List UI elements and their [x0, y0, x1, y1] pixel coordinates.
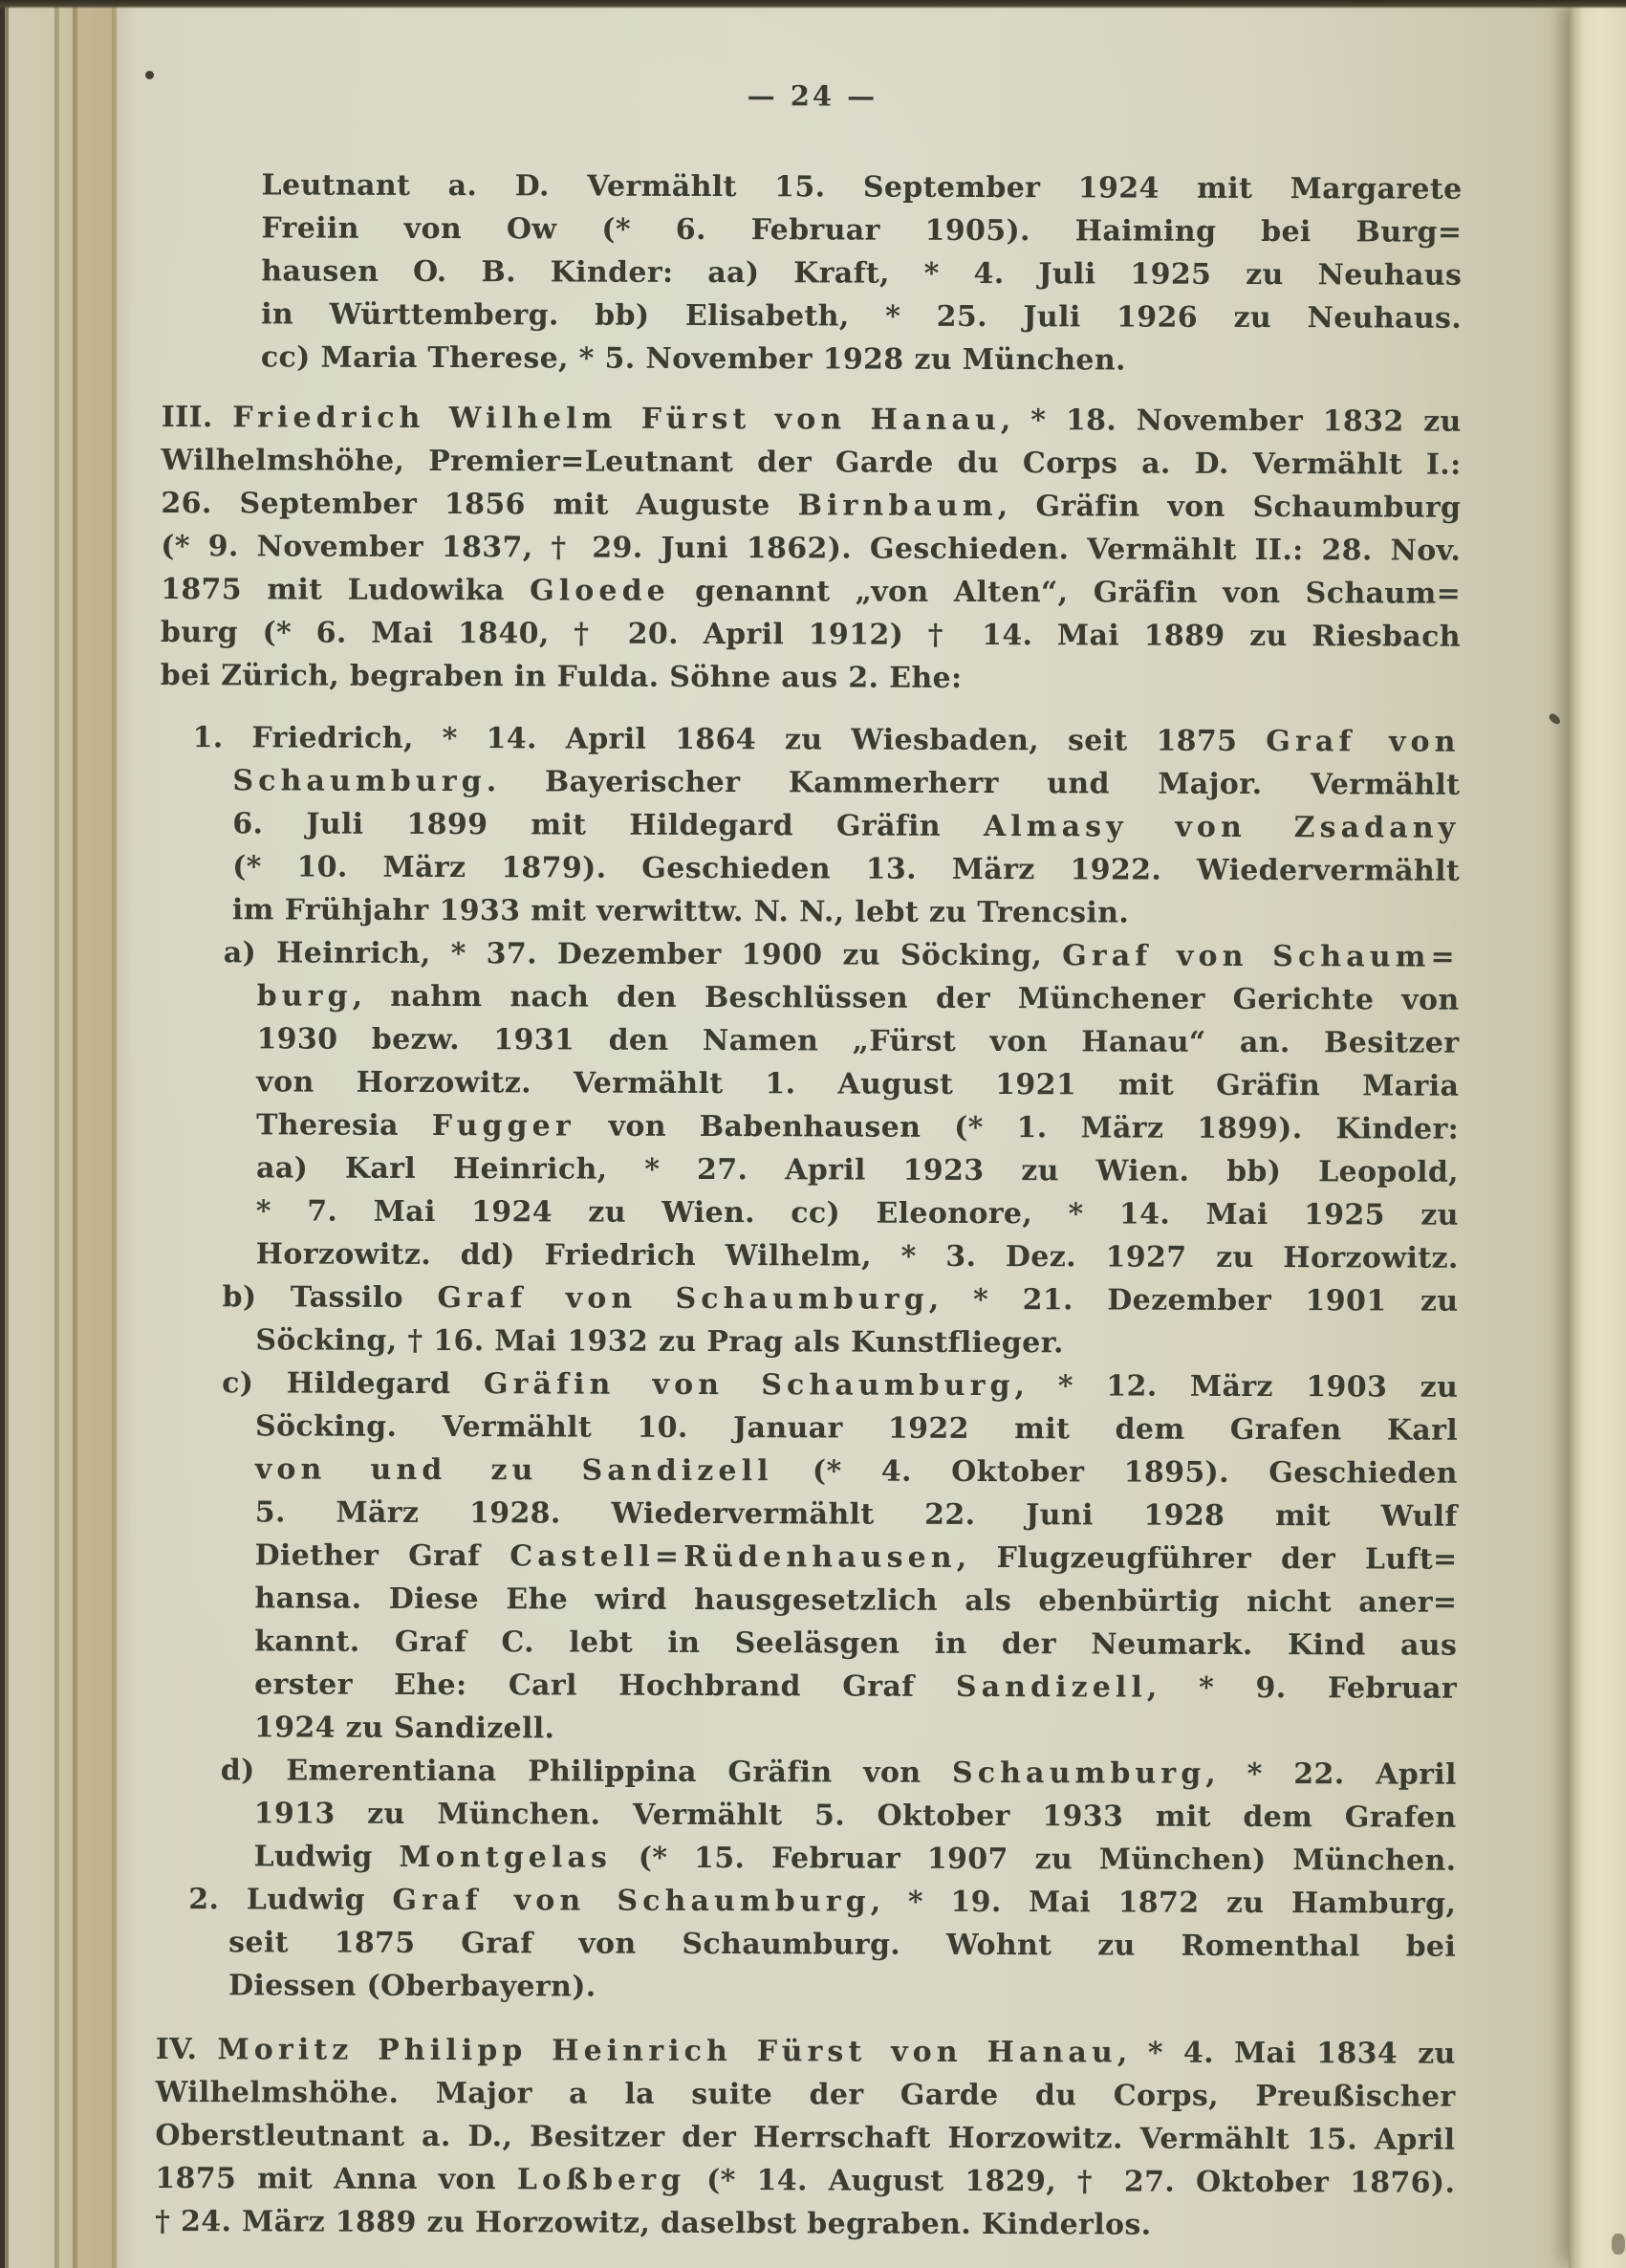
text-line: kannt. Graf C. lebt in Seeläsgen in der Neumark. Kind aus — [254, 1625, 1458, 1663]
text-line: Theresia Fugger von Babenhausen (* 1. März 1899). Kinder: — [256, 1108, 1460, 1146]
list-item-b-tassilo — [158, 1276, 1458, 1366]
text-line: burg, nahm nach den Beschlüssen der Münchener Gerichte von — [256, 979, 1460, 1017]
text-line: 26. September 1856 mit Auguste Birnbaum, Gräfin von Schaumburg — [161, 486, 1462, 525]
text-line: Diether Graf Castell=Rüdenhausen, Flugzeugführer der Luft= — [254, 1538, 1458, 1577]
text-line: Leutnant a. D. Vermählt 15. September 1924 mit Margarete — [261, 168, 1463, 207]
paragraph-continuation-leutnant — [261, 164, 1463, 382]
text-line: Oberstleutnant a. D., Besitzer der Herrschaft Horzowitz. Vermählt 15. April — [155, 2118, 1456, 2157]
text-line: Freiin von Ow (* 6. Februar 1905). Haiming bei Burg= — [261, 211, 1463, 250]
ink-speck — [145, 71, 154, 79]
text-line: (* 9. November 1837, † 29. Juni 1862). Geschieden. Vermählt II.: 28. Nov. — [161, 529, 1462, 568]
text-line: b) Tassilo Graf von Schaumburg, * 21. Dezember 1901 zu — [222, 1280, 1459, 1319]
page-corner-mark — [1612, 2234, 1625, 2255]
text-line: 6. Juli 1899 mit Hildegard Gräfin Almasy von Zsadany — [232, 807, 1461, 845]
text-line: von und zu Sandizell (* 4. Oktober 1895). Geschieden — [254, 1452, 1458, 1491]
text-line: IV. Moritz Philipp Heinrich Fürst von Hanau, * 4. Mai 1834 zu — [155, 2032, 1456, 2071]
text-line: 5. März 1928. Wiedervermählt 22. Juni 1928 mit Wulf — [254, 1495, 1458, 1534]
text-line: d) Emerentiana Philippina Gräfin von Schaumburg, * 22. April — [220, 1754, 1457, 1792]
text-line: a) Heinrich, * 37. Dezember 1900 zu Söcking, Graf von Schaum= — [223, 936, 1460, 974]
text-line: 1875 mit Ludowika Gloede genannt „von Alten“, Gräfin von Schaum= — [161, 572, 1462, 611]
text-line: Horzowitz. dd) Friedrich Wilhelm, * 3. Dez. 1927 zu Horzowitz. — [255, 1237, 1459, 1276]
text-line: 1930 bezw. 1931 den Namen „Fürst von Hanau“ an. Besitzer — [256, 1022, 1460, 1060]
list-item-2-ludwig — [156, 1878, 1456, 2012]
book-top-edge — [0, 0, 1626, 9]
text-line: III. Friedrich Wilhelm Fürst von Hanau, * 18. November 1832 zu — [161, 400, 1462, 439]
text-line: in Württemberg. bb) Elisabeth, * 25. Juli 1926 zu Neuhaus. — [261, 297, 1463, 336]
text-line: Wilhelmshöhe. Major a la suite der Garde du Corps, Preußischer — [155, 2075, 1456, 2114]
text-line: von Horzowitz. Vermählt 1. August 1921 mit Gräfin Maria — [256, 1065, 1460, 1103]
next-page-edge — [1569, 0, 1626, 2268]
text-line: 1924 zu Sandizell. — [253, 1711, 555, 1746]
text-line: cc) Maria Therese, * 5. November 1928 zu München. — [260, 340, 1126, 378]
text-line: seit 1875 Graf von Schaumburg. Wohnt zu Romenthal bei — [228, 1926, 1457, 1964]
text-line: 1. Friedrich, * 14. April 1864 zu Wiesbaden, seit 1875 Graf von — [192, 721, 1461, 759]
text-line: Diessen (Oberbayern). — [228, 1969, 596, 2004]
text-line: c) Hildegard Gräfin von Schaumburg, * 12. März 1903 zu — [222, 1366, 1459, 1405]
text-line: hansa. Diese Ehe wird hausgesetzlich als ebenbürtig nicht aner= — [254, 1581, 1458, 1620]
text-line: 1875 mit Anna von Loßberg (* 14. August 1829, † 27. Oktober 1876). — [155, 2161, 1456, 2200]
text-line: † 24. März 1889 zu Horzowitz, daselbst begraben. Kinderlos. — [155, 2204, 1152, 2242]
text-line: Ludwig Montgelas (* 15. Februar 1907 zu München) München. — [253, 1840, 1457, 1878]
text-line: erster Ehe: Carl Hochbrand Graf Sandizell, * 9. Februar — [254, 1668, 1458, 1706]
text-line: hausen O. B. Kinder: aa) Kraft, * 4. Juli 1925 zu Neuhaus — [261, 254, 1463, 293]
text-line: Wilhelmshöhe, Premier=Leutnant der Garde du Corps a. D. Vermählt I.: — [161, 443, 1462, 482]
text-line: bei Zürich, begraben in Fulda. Söhne aus 2. Ehe: — [160, 658, 963, 695]
list-item-c-hildegard — [157, 1362, 1458, 1754]
text-line: 1913 zu München. Vermählt 5. Oktober 1933 mit dem Grafen — [253, 1797, 1457, 1835]
text-line: aa) Karl Heinrich, * 27. April 1923 zu Wien. bb) Leopold, — [255, 1151, 1460, 1189]
text-column — [155, 73, 1463, 2248]
list-item-a-heinrich — [159, 931, 1460, 1280]
text-line: 2. Ludwig Graf von Schaumburg, * 19. Mai 1872 zu Hamburg, — [188, 1883, 1457, 1921]
text-line: im Frühjahr 1933 mit verwittw. N. N., lebt zu Trencsin. — [231, 893, 1130, 930]
text-line: Söcking. Vermählt 10. Januar 1922 mit dem Grafen Karl — [254, 1409, 1459, 1448]
text-line: burg (* 6. Mai 1840, † 20. April 1912) † 14. Mai 1889 zu Riesbach — [160, 615, 1462, 654]
text-line: (* 10. März 1879). Geschieden 13. März 1922. Wiedervermählt — [232, 850, 1461, 888]
text-line: * 7. Mai 1924 zu Wien. cc) Eleonore, * 14. Mai 1925 zu — [255, 1194, 1459, 1232]
text-line: Söcking, † 16. Mai 1932 zu Prag als Kunstflieger. — [255, 1323, 1064, 1361]
section-iii-friedrich-wilhelm — [161, 396, 1462, 702]
page-number: — 24 — — [747, 79, 878, 113]
list-item-1-friedrich — [160, 716, 1461, 936]
list-item-d-emerentiana — [156, 1749, 1456, 1883]
section-iv-moritz — [155, 2028, 1456, 2248]
text-line: Schaumburg. Bayerischer Kammerherr und Major. Vermählt — [232, 764, 1461, 802]
book-left-edge-strips — [0, 0, 134, 2268]
